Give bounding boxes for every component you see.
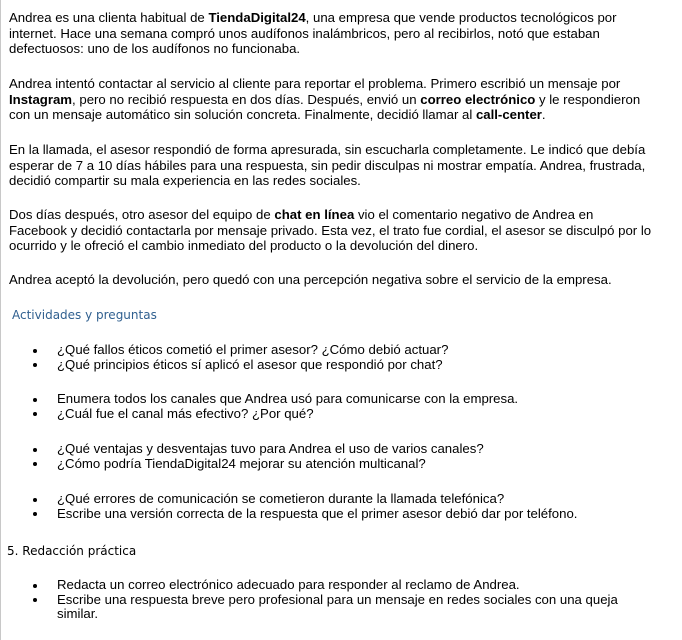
paragraph-line: Instagram, pero no recibió respuesta en dos días. Después, envió un correo electrónico y le respondieron (9, 91, 641, 107)
brand-name: TiendaDigital24 (208, 10, 306, 25)
paragraph-line: internet. Hace una semana compró unos audífonos inalámbricos, pero al recibirlos, notó que estaban (9, 25, 600, 41)
story-paragraph-4 (9, 207, 682, 254)
channel-instagram: Instagram (9, 91, 73, 107)
question-list-2 (0, 392, 518, 421)
paragraph-line: con un mensaje automático sin solución concreta. Finalmente, decidió llamar al call-center. (9, 107, 546, 122)
list-item-line: similar. (57, 606, 99, 621)
story-paragraph-5 (9, 272, 682, 288)
paragraph-line: esperar de 7 a 10 días hábiles para una respuesta, sin pedir disculpas ni mostrar empatía. Andrea, frustrada, (9, 157, 646, 173)
list-item: ¿Qué fallos éticos cometió el primer asesor? ¿Cómo debió actuar? (0, 343, 448, 358)
activities-heading: Actividades y preguntas (12, 308, 157, 322)
list-item: ¿Cuál fue el canal más efectivo? ¿Por qué? (0, 407, 518, 422)
paragraph-line: En la llamada, el asesor respondió de forma apresurada, sin escucharla completamente. Le indicó que debía (9, 142, 646, 157)
channel-email: correo electrónico (420, 91, 536, 107)
paragraph-line: Andrea es una clienta habitual de TiendaDigital24, una empresa que vende productos tecnológicos por (9, 10, 617, 25)
question-list-3 (0, 442, 484, 471)
list-item-line: Escribe una respuesta breve pero profesional para un mensaje en redes sociales con una queja (57, 591, 618, 607)
list-item: ¿Qué ventajas y desventajas tuvo para Andrea el uso de varios canales? (0, 442, 484, 457)
question-list-4 (0, 492, 577, 521)
list-item (0, 593, 618, 622)
paragraph-line: Andrea aceptó la devolución, pero quedó con una percepción negativa sobre el servicio de la empresa. (9, 272, 612, 287)
paragraph-line: decidió compartir su mala experiencia en las redes sociales. (9, 173, 361, 188)
channel-chat: chat en línea (274, 207, 355, 222)
question-list-1 (0, 343, 448, 372)
paragraph-line: Facebook y decidió contactarla por mensaje privado. Esta vez, el trato fue cordial, el asesor se disculpó por lo (9, 222, 652, 238)
list-item: Enumera todos los canales que Andrea usó para comunicarse con la empresa. (0, 392, 518, 407)
story-paragraph-2 (9, 76, 682, 123)
list-item: ¿Qué errores de comunicación se cometieron durante la llamada telefónica? (0, 492, 577, 507)
writing-heading: 5. Redacción práctica (7, 544, 137, 558)
paragraph-line: Andrea intentó contactar al servicio al cliente para reportar el problema. Primero escribió un mensaje por (9, 76, 621, 91)
list-item: ¿Qué principios éticos sí aplicó el asesor que respondió por chat? (0, 358, 448, 373)
channel-call-center: call-center (475, 107, 542, 122)
story-paragraph-3 (9, 142, 682, 189)
paragraph-line: Dos días después, otro asesor del equipo de chat en línea vio el comentario negativo de Andrea en (9, 207, 594, 222)
writing-task-list (0, 578, 618, 622)
list-item: ¿Cómo podría TiendaDigital24 mejorar su atención multicanal? (0, 457, 484, 472)
list-item: Redacta un correo electrónico adecuado para responder al reclamo de Andrea. (0, 578, 618, 593)
story-paragraph-1 (9, 10, 682, 57)
list-item: Escribe una versión correcta de la respuesta que el primer asesor debió dar por teléfono. (0, 507, 577, 522)
page-left-border (0, 0, 1, 640)
paragraph-line: defectuosos: uno de los audífonos no funcionaba. (9, 41, 301, 56)
paragraph-line: ocurrido y le ofreció el cambio inmediato del producto o la devolución del dinero. (9, 238, 479, 253)
